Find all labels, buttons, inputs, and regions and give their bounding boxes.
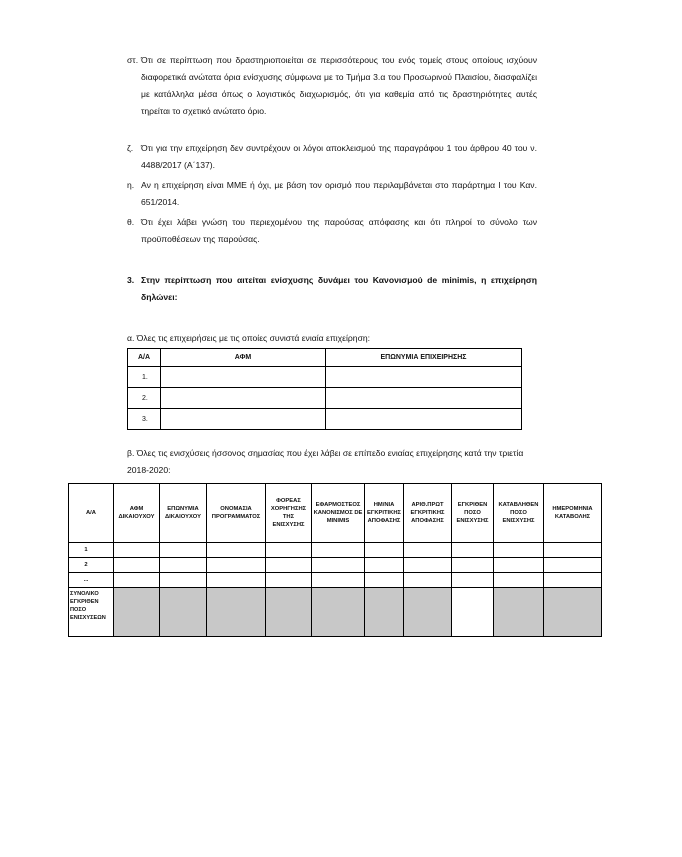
table-row [69, 543, 602, 558]
header-payment-date: ΗΜΕΡΟΜΗΝΙΑ ΚΑΤΑΒΟΛΗΣ [544, 484, 602, 543]
header-aa: Α/Α [128, 349, 161, 367]
cell[interactable] [365, 573, 404, 588]
afm-cell[interactable] [161, 388, 326, 409]
cell[interactable] [494, 573, 544, 588]
clause-marker: θ. [127, 217, 135, 227]
header-program-name: ΟΝΟΜΑΣΙΑ ΠΡΟΓΡΑΜΜΑΤΟΣ [207, 484, 266, 543]
clause-st [127, 52, 537, 120]
header-beneficiary-afm: ΑΦΜ ΔΙΚΑΙΟΥΧΟΥ [114, 484, 160, 543]
header-paid-amount: ΚΑΤΑΒΛΗΘΕΝ ΠΟΣΟ ΕΝΙΣΧΥΣΗΣ [494, 484, 544, 543]
cell[interactable] [452, 558, 494, 573]
single-enterprise-table [127, 348, 522, 430]
part-a-caption: α. Όλες τις επιχειρήσεις με τις οποίες συνιστά ενιαία επιχείρηση: [127, 333, 371, 343]
cell[interactable] [266, 558, 312, 573]
cell[interactable] [160, 573, 207, 588]
part-b-caption: β. Όλες τις ενισχύσεις ήσσονος σημασίας που έχει λάβει σε επίπεδο ενιαίας επιχείρησης κατά την τριετία 2018-2020: [127, 448, 524, 475]
cell[interactable] [207, 558, 266, 573]
shaded-cell [160, 588, 207, 637]
table-row [128, 388, 522, 409]
shaded-cell [266, 588, 312, 637]
afm-cell[interactable] [161, 409, 326, 430]
cell[interactable] [365, 543, 404, 558]
cell[interactable] [544, 573, 602, 588]
shaded-cell [404, 588, 452, 637]
row-number: 3. [128, 409, 161, 430]
header-beneficiary-name: ΕΠΩΝΥΜΙΑ ΔΙΚΑΙΟΥΧΟΥ [160, 484, 207, 543]
cell[interactable] [544, 558, 602, 573]
cell[interactable] [207, 573, 266, 588]
clause-marker: στ. [127, 55, 139, 65]
cell[interactable] [312, 543, 365, 558]
table-row [69, 573, 602, 588]
row-number: 2. [128, 388, 161, 409]
cell[interactable] [452, 573, 494, 588]
shaded-cell [494, 588, 544, 637]
cell[interactable] [452, 543, 494, 558]
header-company-name: ΕΠΩΝΥΜΙΑ ΕΠΙΧΕΙΡΗΣΗΣ [326, 349, 522, 367]
header-aa: Α/Α [69, 484, 114, 543]
cell[interactable] [494, 543, 544, 558]
cell[interactable] [404, 543, 452, 558]
company-name-cell[interactable] [326, 367, 522, 388]
header-granting-body: ΦΟΡΕΑΣ ΧΟΡΗΓΗΣΗΣ ΤΗΣ ΕΝΙΣΧΥΣΗΣ [266, 484, 312, 543]
cell[interactable] [365, 558, 404, 573]
table-header-row [69, 484, 602, 543]
clause-text: Ότι σε περίπτωση που δραστηριοποιείται σε περισσότερους του ενός τομείς στους οποίους ισχύουν διαφορετικά ανώτατα όρια ενίσχυσης σύμφωνα με το Τμήμα 3.α του Προσωρινού Πλαισίου, διασφαλίζει με κατάλληλα μέσα όπως ο λογιστικός διαχωρισμός, ότι για καθεμία από τις δραστηριότητες αυτές τηρείται το σχετικό ανώτατο όριο. [141, 55, 537, 116]
section-marker: 3. [127, 275, 135, 285]
clause-th [127, 214, 537, 248]
cell[interactable] [544, 543, 602, 558]
clause-marker: ζ. [127, 143, 134, 153]
cell[interactable] [312, 558, 365, 573]
cell[interactable] [160, 543, 207, 558]
row-number: ... [69, 573, 114, 588]
shaded-cell [312, 588, 365, 637]
header-regulation: ΕΦΑΡΜΟΣΤΕΟΣ ΚΑΝΟΝΙΣΜΟΣ DE MINIMIS [312, 484, 365, 543]
cell[interactable] [266, 543, 312, 558]
section-3-heading [127, 272, 537, 306]
afm-cell[interactable] [161, 367, 326, 388]
header-approved-amount: ΕΓΚΡΙΘΕΝ ΠΟΣΟ ΕΝΙΣΧΥΣΗΣ [452, 484, 494, 543]
company-name-cell[interactable] [326, 388, 522, 409]
table-row [128, 367, 522, 388]
row-number: 2 [69, 558, 114, 573]
section-text: Στην περίπτωση που αιτείται ενίσχυσης δυνάμει του Κανονισμού de minimis, η επιχείρηση δηλώνει: [141, 275, 537, 302]
clause-i [127, 177, 537, 211]
total-approved-amount-cell[interactable] [452, 588, 494, 637]
header-decision-protocol: ΑΡΙΘ.ΠΡΩΤ ΕΓΚΡΙΤΙΚΗΣ ΑΠΟΦΑΣΗΣ [404, 484, 452, 543]
table-row [69, 558, 602, 573]
company-name-cell[interactable] [326, 409, 522, 430]
cell[interactable] [114, 573, 160, 588]
cell[interactable] [114, 543, 160, 558]
header-decision-date: ΗΜ/ΝΙΑ ΕΓΚΡΙΤΙΚΗΣ ΑΠΟΦΑΣΗΣ [365, 484, 404, 543]
row-number: 1. [128, 367, 161, 388]
clause-z [127, 140, 537, 174]
shaded-cell [365, 588, 404, 637]
clause-text: Αν η επιχείρηση είναι ΜΜΕ ή όχι, με βάση τον ορισμό που περιλαμβάνεται στο παράρτημα Ι του Καν. 651/2014. [141, 180, 537, 207]
cell[interactable] [404, 558, 452, 573]
total-row [69, 588, 602, 637]
shaded-cell [207, 588, 266, 637]
header-afm: ΑΦΜ [161, 349, 326, 367]
cell[interactable] [404, 573, 452, 588]
cell[interactable] [494, 558, 544, 573]
clause-text: Ότι για την επιχείρηση δεν συντρέχουν οι λόγοι αποκλεισμού της παραγράφου 1 του άρθρου 40 του ν. 4488/2017 (Α΄137). [141, 143, 537, 170]
table-row [128, 409, 522, 430]
cell[interactable] [312, 573, 365, 588]
table-header-row [128, 349, 522, 367]
cell[interactable] [207, 543, 266, 558]
cell[interactable] [266, 573, 312, 588]
cell[interactable] [160, 558, 207, 573]
clause-text: Ότι έχει λάβει γνώση του περιεχομένου της παρούσας απόφασης και ότι πληροί το σύνολο των προϋποθέσεων της παρούσας. [141, 217, 537, 244]
total-label: ΣΥΝΟΛΙΚΟ ΕΓΚΡΙΘΕΝ ΠΟΣΟ ΕΝΙΣΧΥΣΕΩΝ [69, 588, 114, 637]
row-number: 1 [69, 543, 114, 558]
clause-marker: η. [127, 180, 135, 190]
cell[interactable] [114, 558, 160, 573]
shaded-cell [544, 588, 602, 637]
shaded-cell [114, 588, 160, 637]
de-minimis-aid-table [68, 483, 602, 637]
